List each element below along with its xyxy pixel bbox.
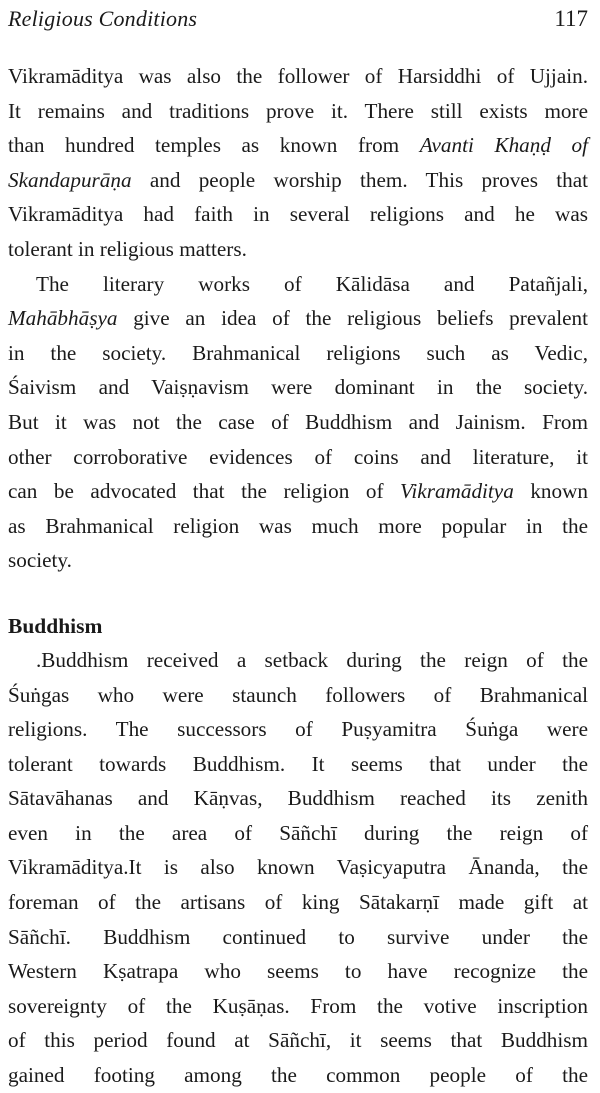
running-head — [8, 0, 588, 46]
text-line — [8, 301, 588, 336]
italic-text: Avanti Khaṇḍ of — [419, 133, 588, 158]
text-line: as Brahmanical religion was much more popular in the — [8, 513, 588, 538]
text-line: Sāñchī. Buddhism continued to survive under the — [8, 924, 588, 949]
text-line: sovereignty of the Kuṣāṇas. From the votive inscription — [8, 993, 588, 1018]
text-span: give an idea of the religious beliefs prevalent — [117, 306, 588, 331]
text-line: gained footing among the common people of the — [8, 1063, 588, 1088]
paragraph-vikramaditya-faith — [8, 59, 588, 267]
chapter-title: Religious Conditions — [8, 6, 198, 31]
section-heading-buddhism: Buddhism — [8, 613, 103, 638]
italic-text: Mahābhāṣya — [8, 306, 118, 331]
italic-text: Vikramāditya — [400, 479, 514, 504]
text-span: and people worship them. This proves that — [131, 167, 588, 192]
text-line: Śuṅgas who were staunch followers of Brahmanical — [8, 682, 588, 707]
text-line: The literary works of Kālidāsa and Patañjali, — [36, 271, 588, 296]
text-line: Western Kṣatrapa who seems to have recognize the — [8, 959, 588, 984]
text-span: can be advocated that the religion of — [8, 479, 401, 504]
text-span: than hundred temples as known from — [8, 133, 420, 158]
text-line: society. — [8, 548, 72, 573]
page-number: 117 — [554, 6, 588, 31]
text-line: religions. The successors of Puṣyamitra Śuṅga were — [8, 717, 588, 742]
text-line: Vikramāditya.It is also known Vaṣicyaputra Ānanda, the — [8, 855, 588, 880]
text-line: other corroborative evidences of coins and literature, it — [8, 444, 588, 469]
text-line: even in the area of Sāñchī during the reign of — [8, 820, 588, 845]
text-line: of this period found at Sāñchī, it seems that Buddhism — [8, 1028, 588, 1053]
text-line: Śaivism and Vaiṣṇavism were dominant in the society. — [8, 375, 588, 400]
text-line — [8, 163, 588, 198]
text-line — [8, 128, 588, 163]
text-line: Vikramāditya was also the follower of Harsiddhi of Ujjain. — [8, 64, 588, 88]
text-line: in the society. Brahmanical religions such as Vedic, — [8, 340, 588, 365]
text-span: known — [513, 479, 588, 504]
text-line: Sātavāhanas and Kāṇvas, Buddhism reached its zenith — [8, 786, 588, 811]
text-line: But it was not the case of Buddhism and Jainism. From — [8, 409, 588, 434]
text-line: .Buddhism received a setback during the reign of the — [36, 647, 588, 672]
text-line: tolerant towards Buddhism. It seems that under the — [8, 751, 588, 776]
paragraph-buddhism — [8, 643, 588, 1093]
paragraph-literary-works — [8, 267, 588, 578]
book-page — [8, 0, 588, 1093]
text-line: It remains and traditions prove it. There still exists more — [8, 98, 588, 123]
text-line: Vikramāditya had faith in several religions and he was — [8, 202, 588, 227]
text-line: foreman of the artisans of king Sātakarṇī made gift at — [8, 890, 588, 915]
text-line — [8, 474, 588, 509]
italic-text: Skandapurāṇa — [8, 167, 132, 192]
text-line: tolerant in religious matters. — [8, 236, 247, 261]
